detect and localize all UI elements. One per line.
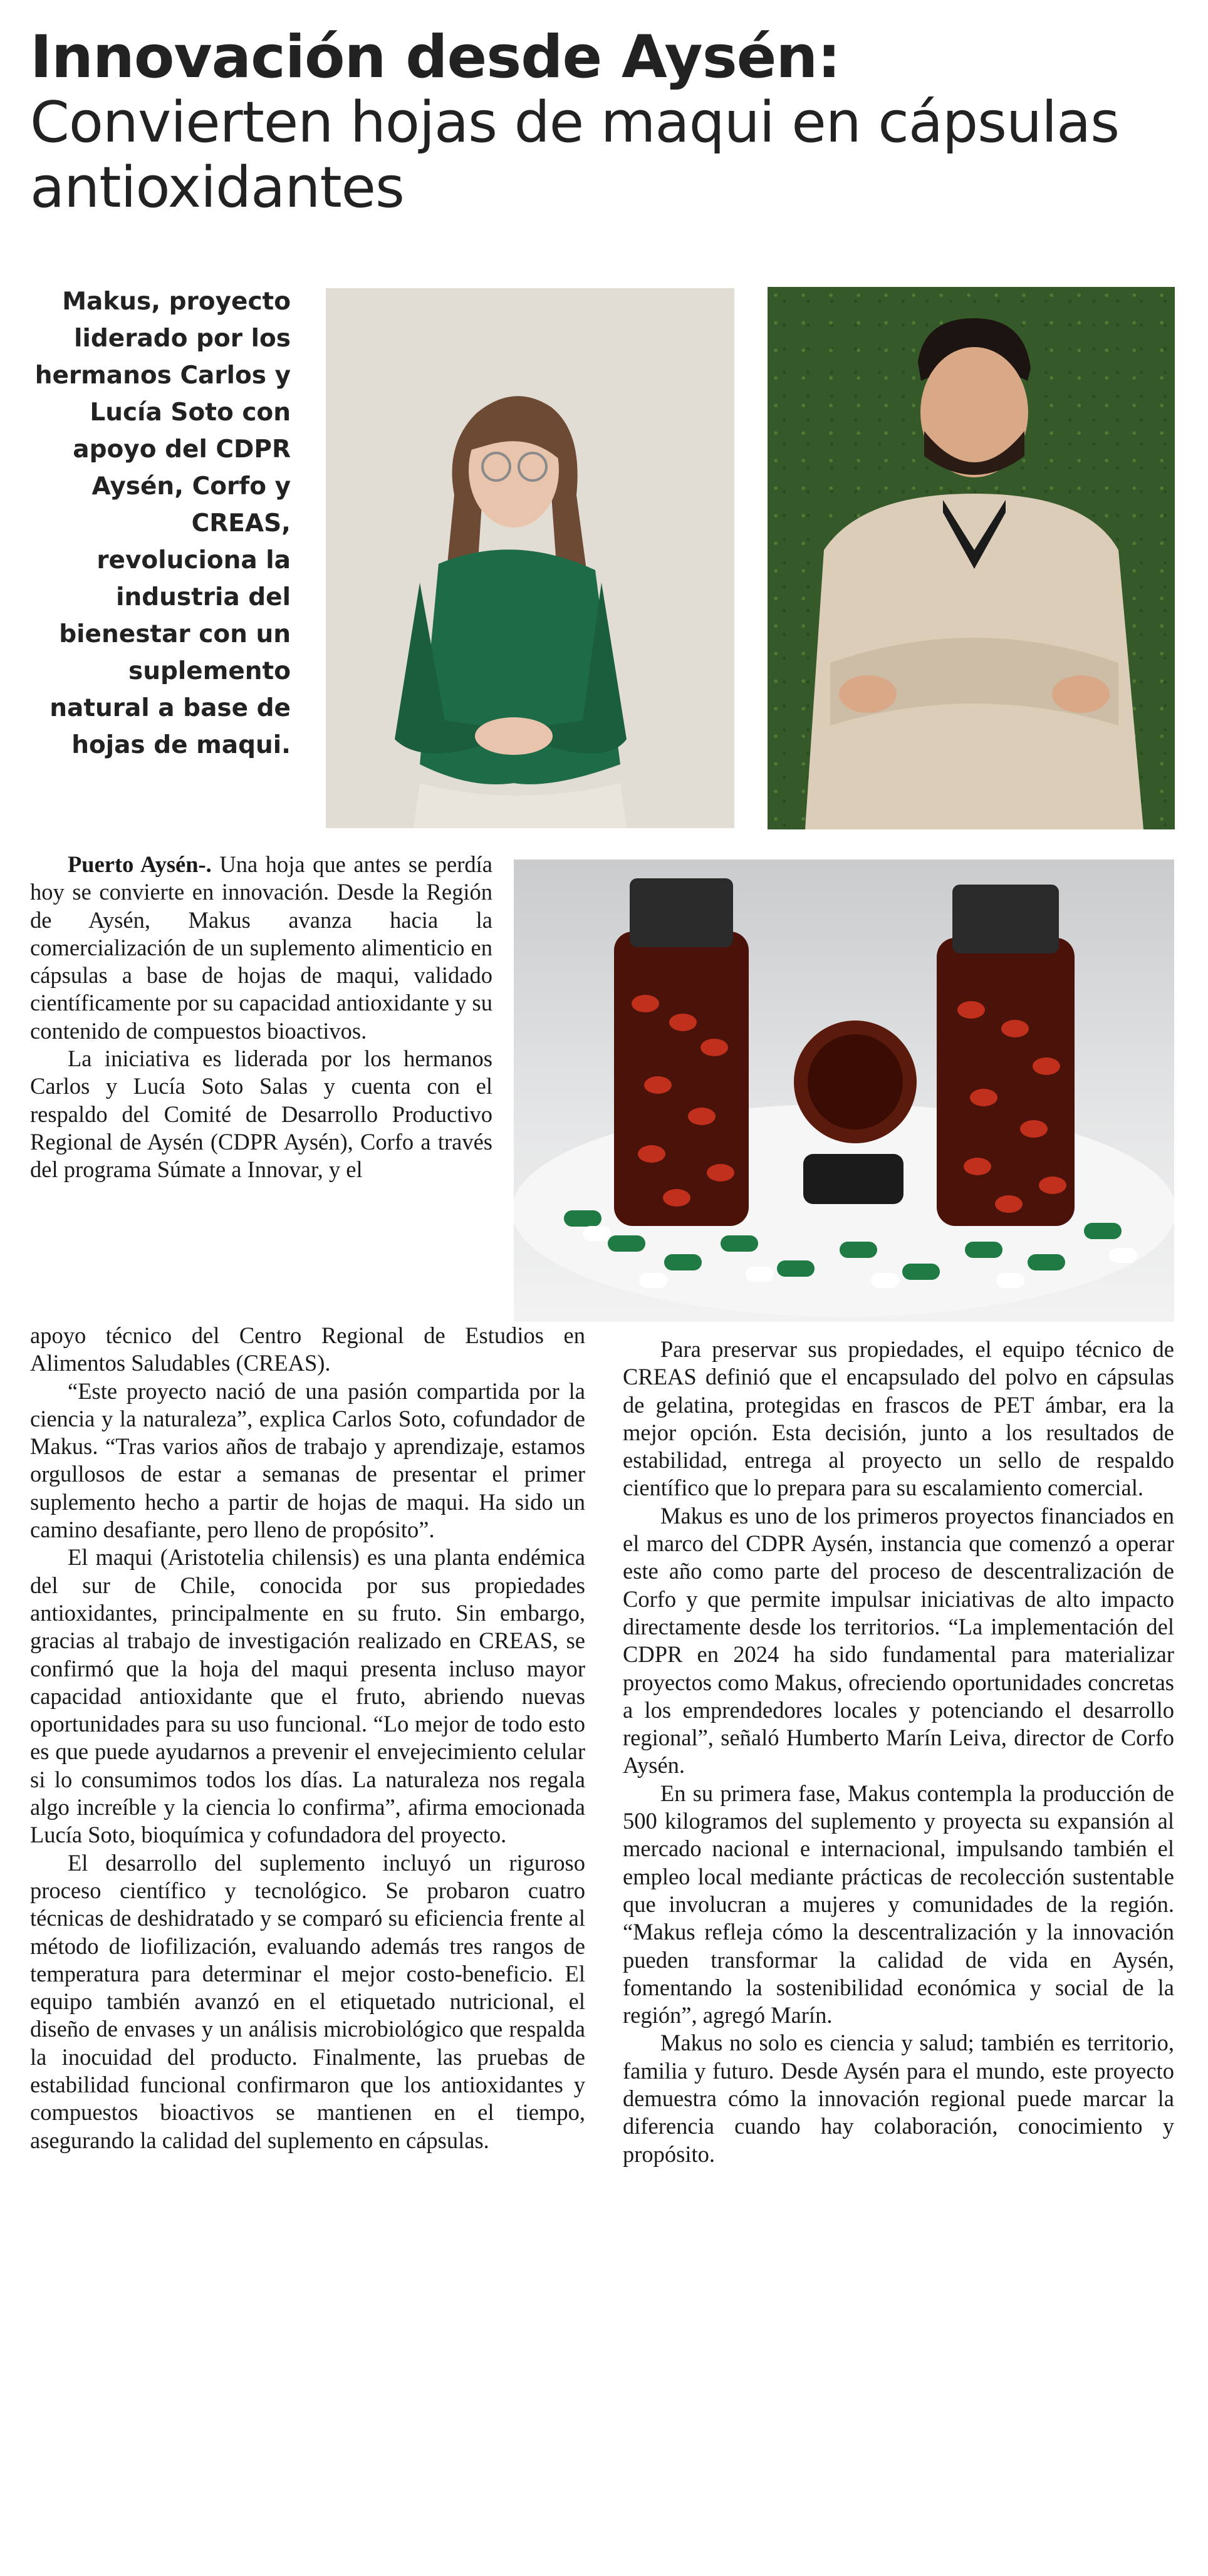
headline-line-1: Innovación desde Aysén: [30, 23, 840, 91]
article-column-1-top [30, 851, 492, 1184]
paragraph-1-text: Una hoja que antes se perdía hoy se convierte en innovación. Desde la Región de Aysén, Makus avanza hacia la comercialización de un suplemento alimenticio en cápsulas a base de hojas de maqui, validado científicamente por su capacidad antioxidante y su contenido de compuestos bioactivos. [30, 851, 492, 1044]
article-paragraph-3: “Este proyecto nació de una pasión compartida por la ciencia y la naturaleza”, explica Carlos Soto, cofundador de Makus. “Tras varios años de trabajo y aprendizaje, estamos orgullosos de estar a semanas de presentar el primer suplemento hecho a partir de hojas de maqui. Ha sido un camino desafiante, pero lleno de propósito”. [30, 1378, 585, 1543]
article-paragraph-9: Makus no solo es ciencia y salud; también es territorio, familia y futuro. Desde Aysén para el mundo, este proyecto demuestra cómo la innovación regional puede marcar la diferencia cuando hay colaboración, conocimiento y propósito. [623, 2030, 1174, 2167]
portrait-woman-illustration [326, 288, 734, 828]
article-paragraph-2b: apoyo técnico del Centro Regional de Estudios en Alimentos Saludables (CREAS). [30, 1322, 585, 1376]
article-paragraph-7: Makus es uno de los primeros proyectos financiados en el marco del CDPR Aysén, instancia que comenzó a operar este año como parte del proceso de descentralización de Corfo y que permite impulsar iniciativas de alto impacto directamente desde los territorios. “La implementación del CDPR en 2024 ha sido fundamental para materializar proyectos como Makus, ofreciendo oportunidades concretas a los emprendedores locales y potenciando el desarrollo regional”, señaló Humberto Marín Leiva, director de Corfo Aysén. [623, 1502, 1174, 1779]
portrait-man-illustration [768, 287, 1175, 829]
article-paragraph-2a: La iniciativa es liderada por los hermanos Carlos y Lucía Soto Salas y cuenta con el respaldo del Comité de Desarrollo Productivo Regional de Aysén (CDPR Aysén), Corfo a través del programa Súmate a Innovar, y el [30, 1046, 492, 1183]
photo-carlos-soto [768, 287, 1175, 829]
lead-paragraph: Makus, proyecto liderado por los hermanos Carlos y Lucía Soto con apoyo del CDPR Aysén, Corfo y CREAS, revoluciona la industria del bienestar con un suplemento natural a base de hojas de maqui. [34, 288, 291, 759]
article-paragraph-6: Para preservar sus propiedades, el equipo técnico de CREAS definió que el encapsulado del polvo en cápsulas de gelatina, protegidas en frascos de PET ámbar, era la mejor opción. Esta decisión, junto a los resultados de estabilidad, entrega al proyecto un sello de respaldo científico que lo prepara para su escalamiento comercial. [623, 1336, 1174, 1501]
headline-line-2: Convierten hojas de maqui en cápsulas [30, 90, 1120, 155]
article-paragraph-1 [30, 851, 492, 1045]
photo-maqui-capsules [514, 860, 1174, 1322]
article-paragraph-8: En su primera fase, Makus contempla la producción de 500 kilogramos del suplemento y proyecta su expansión al mercado nacional e internacional, impulsando también el empleo local mediante prácticas de recolección sustentable que involucran a mujeres y comunidades de la región. “Makus refleja cómo la descentralización y la innovación pueden transformar la calidad de vida en Aysén, fomentando la sostenibilidad económica y social de la región”, agregó Marín. [623, 1780, 1174, 2028]
photo-lucia-soto [326, 288, 734, 828]
capsule-bottles-illustration [514, 860, 1174, 1322]
article-column-2 [623, 1336, 1174, 2168]
article-paragraph-4: El maqui (Aristotelia chilensis) es una planta endémica del sur de Chile, conocida por sus propiedades antioxidantes, principalmente en su fruto. Sin embargo, gracias al trabajo de investigación realizado en CREAS, se confirmó que la hoja del maqui presenta incluso mayor capacidad antioxidante que el fruto, abriendo nuevas oportunidades para su uso funcional. “Lo mejor de todo esto es que puede ayudarnos a prevenir el envejecimiento celular si lo consumimos todos los días. La naturaleza nos regala algo increíble y la ciencia lo confirma”, afirma emocionada Lucía Soto, bioquímica y cofundadora del proyecto. [30, 1544, 585, 1848]
article-paragraph-5: El desarrollo del suplemento incluyó un riguroso proceso científico y tecnológico. Se probaron cuatro técnicas de deshidratado y se comparó su eficiencia frente al método de liofilización, evaluando además tres rangos de temperatura para determinar el mejor costo-beneficio. El equipo también avanzó en el etiquetado nutricional, el diseño de envases y un análisis microbiológico que respalda la inocuidad del producto. Finalmente, las pruebas de estabilidad funcional confirmaron que los antioxidantes y compuestos bioactivos se mantienen en el tiempo, asegurando la calidad del suplemento en cápsulas. [30, 1849, 585, 2153]
dateline: Puerto Aysén-. [68, 851, 212, 877]
article-column-1-bottom [30, 1322, 585, 2154]
headline-line-3: antioxidantes [30, 155, 404, 221]
headline [30, 25, 1183, 221]
